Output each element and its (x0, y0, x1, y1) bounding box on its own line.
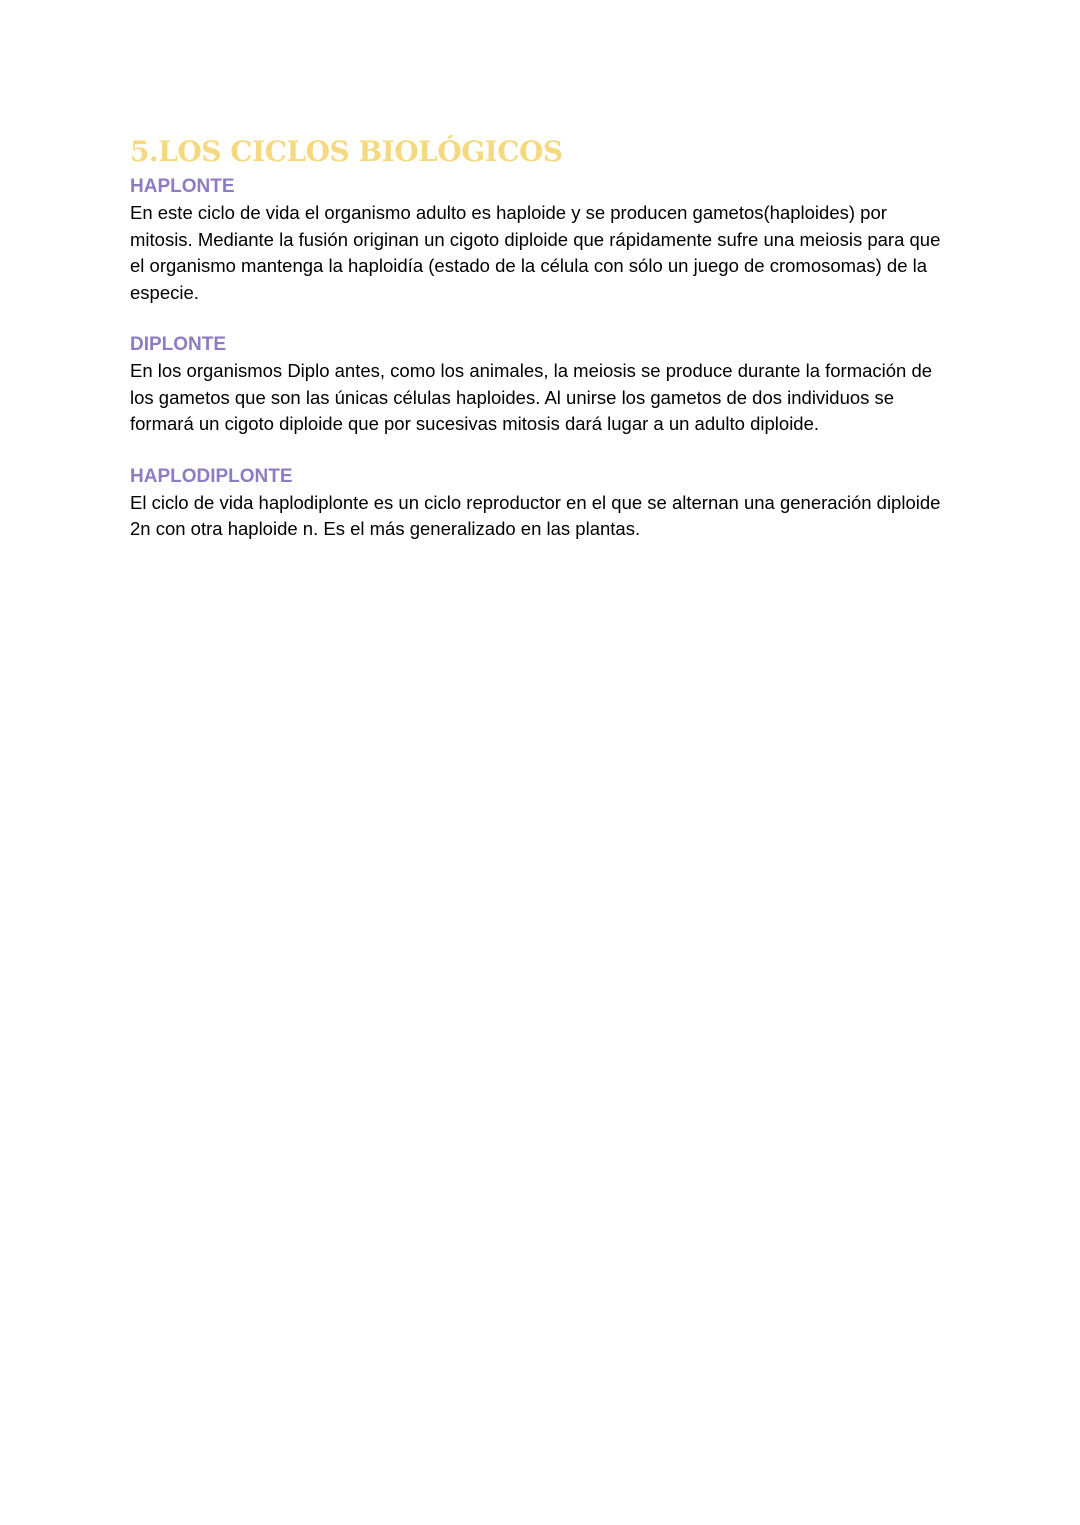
section-paragraph: El ciclo de vida haplodiplonte es un ciclo reproductor en el que se alternan una generación diploide 2n con otra haploide n. Es el más generalizado en las plantas. (130, 491, 941, 539)
section-paragraph: En los organismos Diplo antes, como los animales, la meiosis se produce durante la formación de los gametos que son las únicas células haploides. Al unirse los gametos de dos individuos se formará un cigoto diploide que por sucesivas mitosis dará lugar a un adulto diploide. (130, 360, 933, 434)
section-haplonte (130, 174, 950, 306)
section-paragraph: En este ciclo de vida el organismo adulto es haploide y se producen gametos(haploides) por mitosis. Mediante la fusión originan un cigoto diploide que rápidamente sufre una meiosis para que el organismo mantenga la haploidía (estado de la célula con sólo un juego de cromosomas) de la especie. (130, 202, 941, 303)
page-title: 5.LOS CICLOS BIOLÓGICOS (130, 135, 563, 168)
section-heading: DIPLONTE (130, 334, 227, 355)
section-diplonte (130, 332, 950, 438)
document-content (130, 134, 950, 543)
section-heading: HAPLODIPLONTE (130, 465, 293, 487)
section-heading: HAPLONTE (130, 176, 235, 197)
section-haplodiplonte (130, 464, 950, 543)
